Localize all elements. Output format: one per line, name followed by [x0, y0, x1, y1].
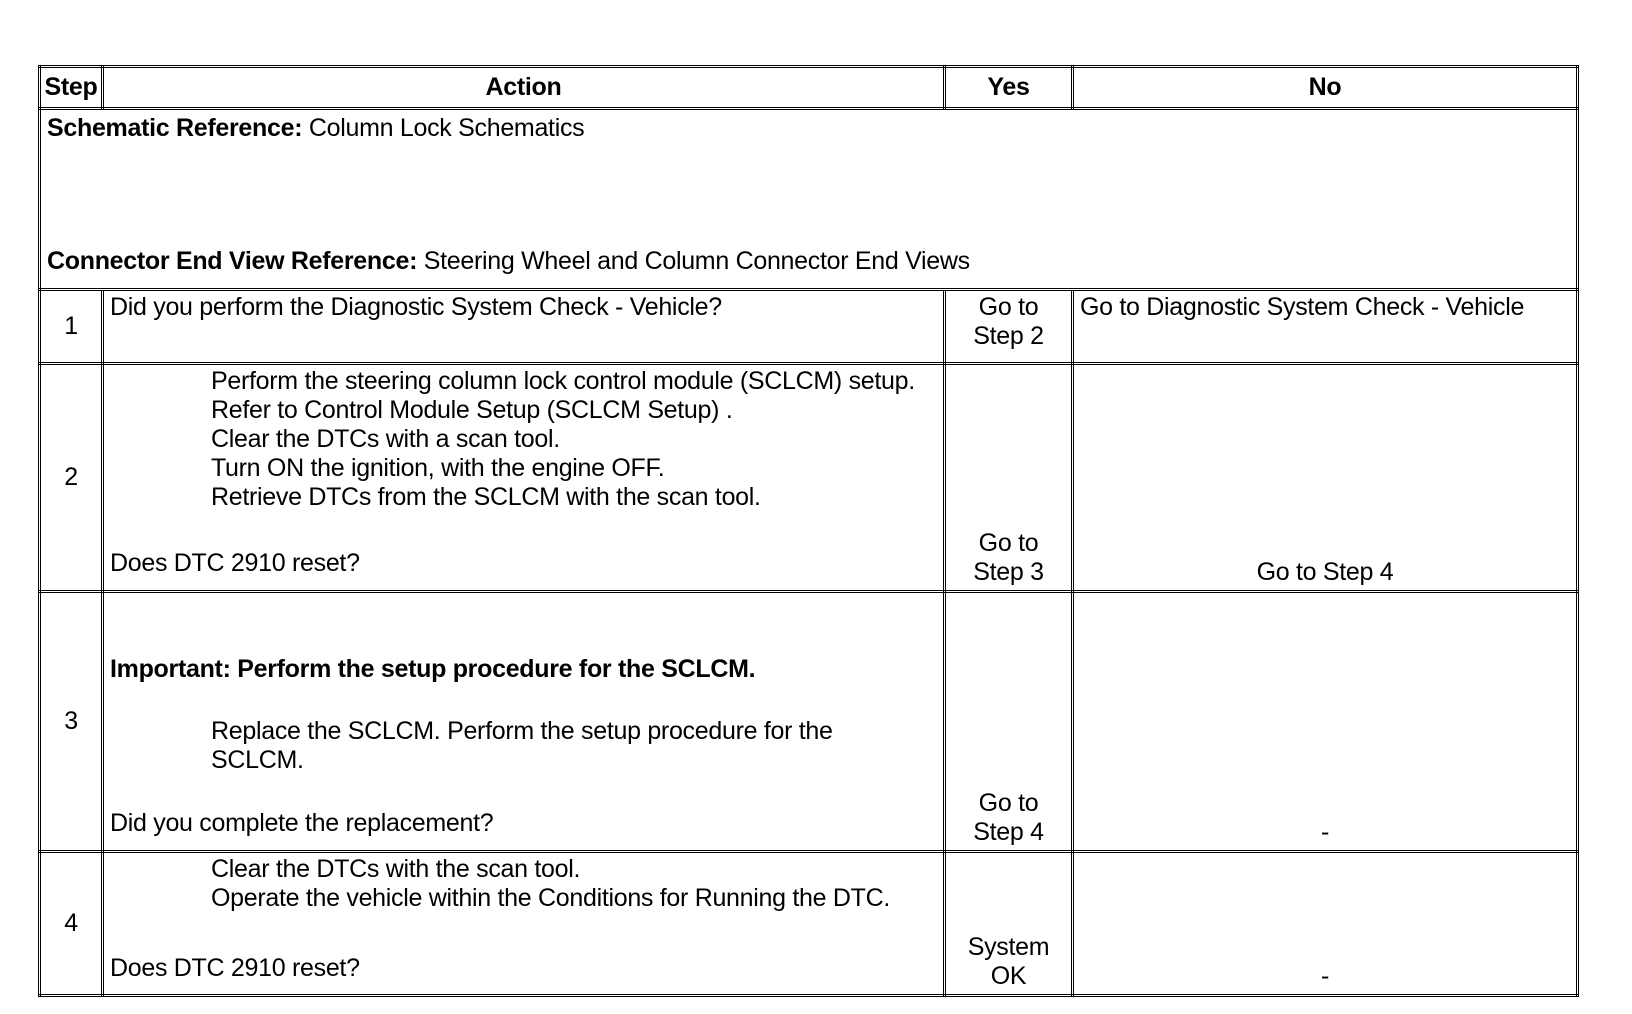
step-no: [1073, 290, 1578, 364]
no-text: -: [1320, 962, 1330, 990]
action-item: Operate the vehicle within the Conditions for Running the DTC.: [211, 884, 890, 912]
step-number: 2: [40, 364, 103, 592]
table-row: [40, 592, 1578, 852]
step-question: Did you perform the Diagnostic System Check - Vehicle?: [110, 293, 722, 321]
connector-reference: [47, 247, 1570, 276]
action-item: Retrieve DTCs from the SCLCM with the scan tool.: [211, 483, 761, 511]
action-item: Perform the steering column lock control module (SCLCM) setup.: [211, 367, 915, 395]
no-text[interactable]: Go to Diagnostic System Check - Vehicle: [1080, 293, 1525, 321]
yes-line[interactable]: Go to: [978, 529, 1039, 557]
action-list: [110, 717, 833, 775]
step-action: [103, 852, 945, 996]
table-row: [40, 364, 1578, 592]
schematic-reference-label: Schematic Reference:: [47, 114, 303, 142]
step-number: 3: [40, 592, 103, 852]
action-list: [110, 855, 937, 913]
step-yes: [945, 592, 1073, 852]
reference-row: [40, 109, 1578, 290]
connector-reference-label: Connector End View Reference:: [47, 247, 418, 275]
step-action: [103, 592, 945, 852]
header-action: Action: [103, 67, 945, 109]
action-item: Replace the SCLCM. Perform the setup procedure for the: [211, 717, 833, 745]
no-text[interactable]: Go to Step 4: [1256, 558, 1394, 586]
step-action: [103, 364, 945, 592]
step-yes: [945, 290, 1073, 364]
step-yes: [945, 364, 1073, 592]
table-row: [40, 852, 1578, 996]
step-no: [1073, 852, 1578, 996]
step-no: [1073, 592, 1578, 852]
no-text: -: [1320, 818, 1330, 846]
reference-cell: [40, 109, 1578, 290]
step-question: Does DTC 2910 reset?: [110, 954, 360, 982]
step-action: [103, 290, 945, 364]
header-no: No: [1073, 67, 1578, 109]
action-item[interactable]: Refer to Control Module Setup (SCLCM Setup) .: [211, 396, 733, 424]
schematic-reference-link[interactable]: Column Lock Schematics: [308, 114, 585, 142]
step-question: Does DTC 2910 reset?: [110, 549, 360, 577]
action-list: [110, 367, 937, 512]
yes-line[interactable]: Go to: [978, 293, 1039, 321]
step-number: 1: [40, 290, 103, 364]
table-row: [40, 290, 1578, 364]
important-note: Important: Perform the setup procedure for the SCLCM.: [110, 655, 756, 683]
header-step: Step: [40, 67, 103, 109]
yes-line[interactable]: Step 4: [973, 818, 1044, 846]
connector-reference-link[interactable]: Steering Wheel and Column Connector End Views: [423, 247, 970, 275]
action-item: Clear the DTCs with a scan tool.: [211, 425, 560, 453]
yes-line[interactable]: Step 2: [973, 322, 1044, 350]
action-item: SCLCM.: [211, 746, 304, 774]
diagnostic-table: [38, 65, 1579, 997]
yes-line: System: [967, 933, 1050, 961]
action-item: Clear the DTCs with the scan tool.: [211, 855, 581, 883]
header-yes: Yes: [945, 67, 1073, 109]
yes-line[interactable]: Step 3: [973, 558, 1044, 586]
yes-line: OK: [990, 962, 1027, 990]
header-row: [40, 67, 1578, 109]
action-item: Turn ON the ignition, with the engine OFF.: [211, 454, 665, 482]
step-yes: [945, 852, 1073, 996]
yes-line[interactable]: Go to: [978, 789, 1039, 817]
step-no: [1073, 364, 1578, 592]
step-number: 4: [40, 852, 103, 996]
step-question: Did you complete the replacement?: [110, 809, 494, 837]
schematic-reference: [47, 114, 1570, 143]
